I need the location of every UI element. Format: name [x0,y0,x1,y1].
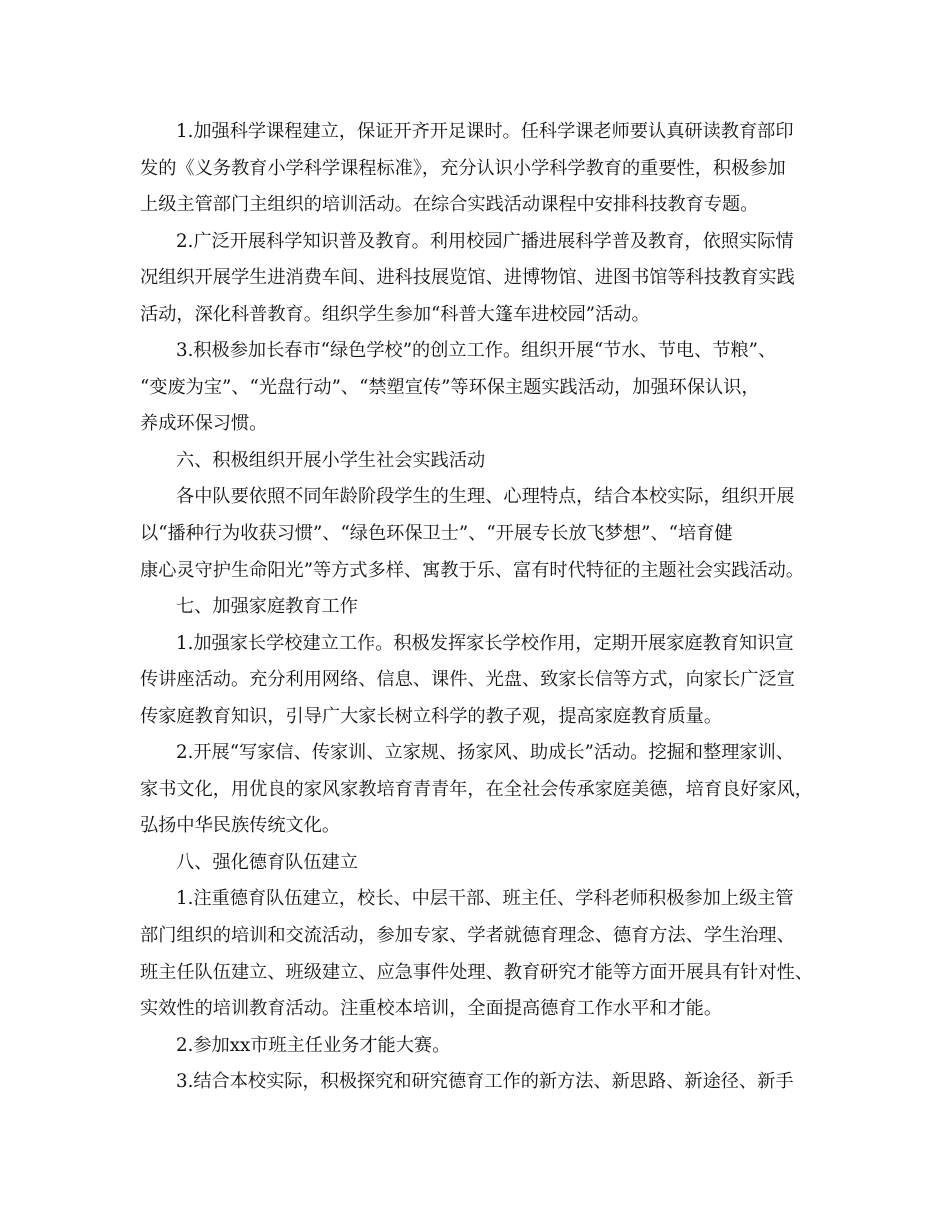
text-line: 3.结合本校实际，积极探究和研究德育工作的新方法、新思路、新途径、新手 [176,1071,794,1093]
text-line: 弘扬中华民族传统文化。 [140,815,341,837]
section-heading: 八、强化德育队伍建立 [176,851,358,873]
text-line: 2.开展“写家信、传家训、立家规、扬家风、助成长”活动。挖掘和整理家训、 [176,742,794,764]
text-line: 班主任队伍建立、班级建立、应急事件处理、教育研究才能等方面开展具有针对性、 [140,961,813,983]
section-heading: 七、加强家庭教育工作 [176,596,358,618]
text-line: 2.广泛开展科学知识普及教育。利用校园广播进展科学普及教育，依照实际情 [176,230,794,252]
text-line: 传讲座活动。充分利用网络、信息、课件、光盘、致家长信等方式，向家长广泛宣 [140,669,795,691]
text-line: 活动，深化科普教育。组织学生参加“科普大篷车进校园”活动。 [140,303,650,325]
text-line: 家书文化，用优良的家风家教培育青青年，在全社会传承家庭美德，培育良好家风， [140,778,813,800]
text-line: 以“播种行为收获习惯”、“绿色环保卫士”、“开展专长放飞梦想”、“培育健 [140,523,733,545]
text-line: 况组织开展学生进消费车间、进科技展览馆、进博物馆、进图书馆等科技教育实践 [140,267,795,289]
text-line: 2.参加xx市班主任业务才能大赛。 [176,1034,451,1056]
text-line: 3.积极参加长春市“绿色学校”的创立工作。组织开展“节水、节电、节粮”、 [176,340,777,362]
text-line: 传家庭教育知识，引导广大家长树立科学的教子观，提高家庭教育质量。 [140,705,723,727]
document-body [140,114,820,1101]
text-line: 1.加强科学课程建立，保证开齐开足课时。任科学课老师要认真研读教育部印 [176,121,794,142]
text-line: 部门组织的培训和交流活动，参加专家、学者就德育理念、德育方法、学生治理、 [140,925,795,947]
text-line: 1.加强家长学校建立工作。积极发挥家长学校作用，定期开展家庭教育知识宣 [176,632,794,654]
text-line: 1.注重德育队伍建立，校长、中层干部、班主任、学科老师积极参加上级主管 [176,888,794,910]
text-line: 各中队要依照不同年龄阶段学生的生理、心理特点，结合本校实际，组织开展 [176,486,795,508]
text-line: 实效性的培训教育活动。注重校本培训，全面提高德育工作水平和才能。 [140,998,723,1020]
section-heading: 六、积极组织开展小学生社会实践活动 [176,449,486,471]
text-line: 养成环保习惯。 [140,413,268,435]
text-line: 上级主管部门主组织的培训活动。在综合实践活动课程中安排科技教育专题。 [140,194,759,216]
text-line: 康心灵守护生命阳光”等方式多样、寓教于乐、富有时代特征的主题社会实践活动。 [140,559,805,581]
text-line: 发的《义务教育小学科学课程标准》，充分认识小学科学教育的重要性，积极参加 [140,157,786,179]
text-line: “变废为宝”、“光盘行动”、“禁塑宣传”等环保主题实践活动，加强环保认识， [140,376,760,398]
